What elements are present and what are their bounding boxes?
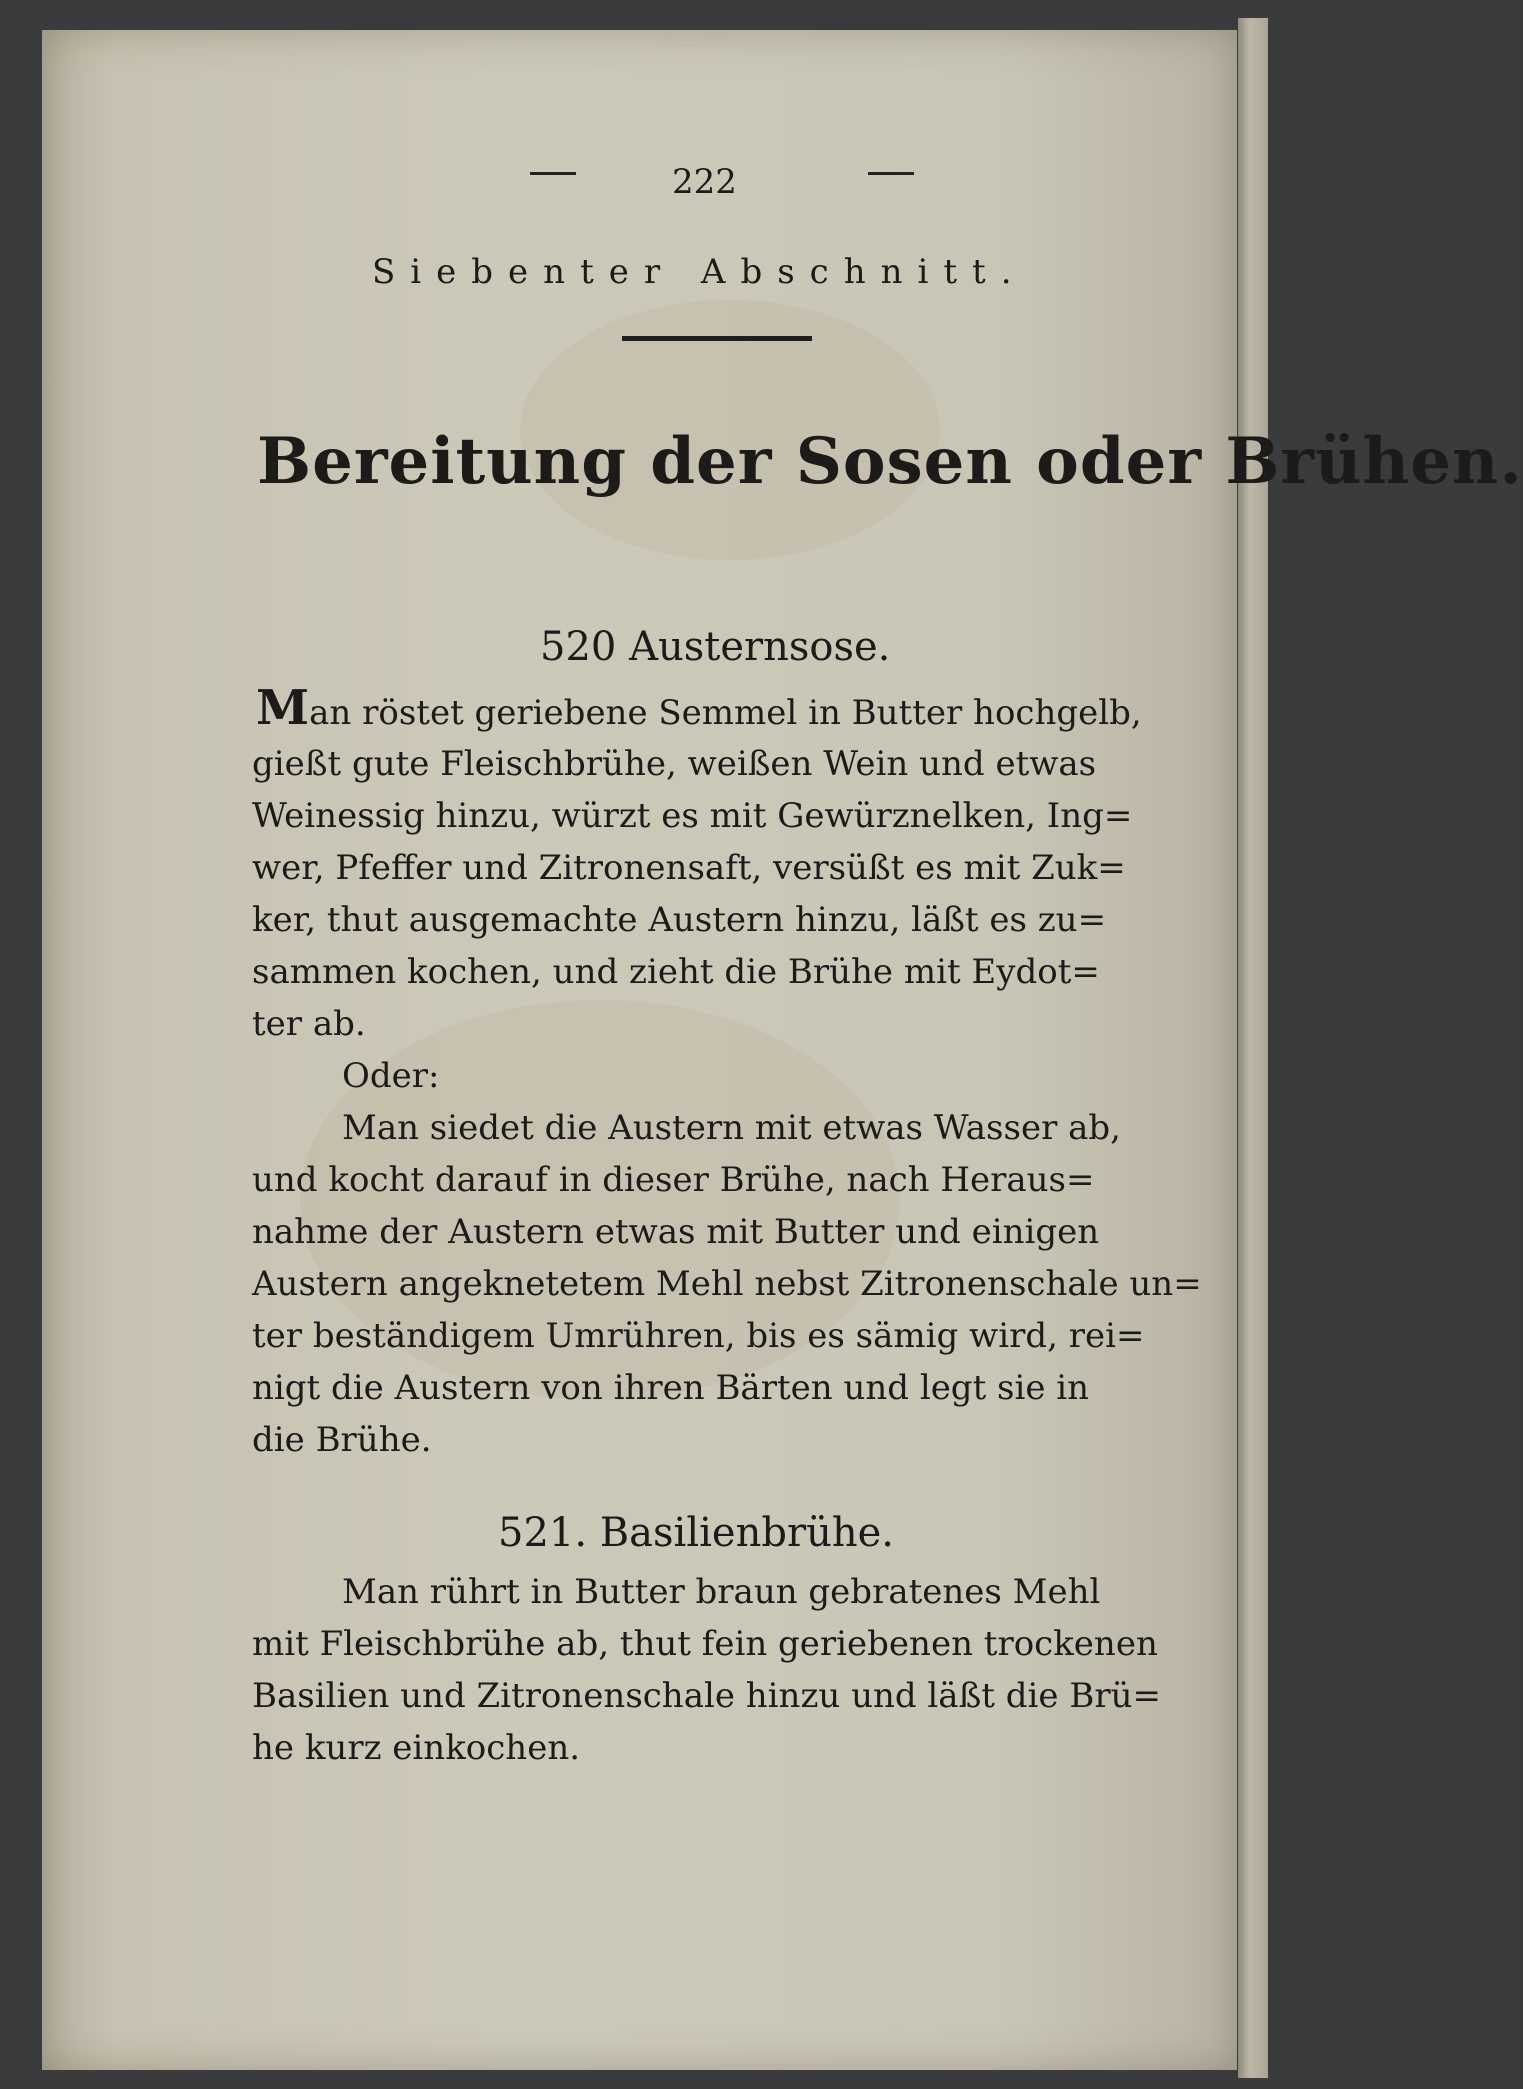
running-head: Siebenter Abschnitt. — [372, 252, 1027, 292]
paragraph-line: Austern angeknetetem Mehl nebst Zitronenschale un= — [252, 1264, 1202, 1304]
paragraph-line — [256, 680, 1142, 736]
paragraph-line: ter ab. — [252, 1004, 366, 1044]
paragraph-line: nahme der Austern etwas mit Butter und einigen — [252, 1212, 1100, 1252]
paragraph-line: Weinessig hinzu, würzt es mit Gewürznelken, Ing= — [252, 796, 1133, 836]
recipe-heading: 521. Basilienbrühe. — [498, 1510, 894, 1556]
recipe-heading: 520 Austernsose. — [540, 624, 891, 670]
paragraph-line: gießt gute Fleischbrühe, weißen Wein und etwas — [252, 744, 1097, 784]
paragraph-line: ker, thut ausgemachte Austern hinzu, läßt es zu= — [252, 900, 1107, 940]
paragraph-line: ter beständigem Umrühren, bis es sämig wird, rei= — [252, 1316, 1145, 1356]
alternative-label: Oder: — [342, 1056, 440, 1096]
header-dash-left — [530, 172, 576, 175]
first-line-text: an röstet geriebene Semmel in Butter hochgelb, — [309, 693, 1142, 733]
paragraph-line: Man rührt in Butter braun gebratenes Mehl — [342, 1572, 1101, 1612]
next-page-edge — [1238, 18, 1268, 2078]
paragraph-line: he kurz einkochen. — [252, 1728, 581, 1768]
header-dash-right — [868, 172, 914, 175]
paragraph-line: wer, Pfeffer und Zitronensaft, versüßt es mit Zuk= — [252, 848, 1126, 888]
section-title: Bereitung der Sosen oder Brühen. — [257, 424, 1523, 499]
paragraph-line: mit Fleischbrühe ab, thut fein geriebenen trockenen — [252, 1624, 1158, 1664]
paragraph-line: sammen kochen, und zieht die Brühe mit Eydot= — [252, 952, 1100, 992]
drop-cap: M — [256, 680, 310, 736]
section-rule — [622, 336, 812, 341]
paragraph-line: nigt die Austern von ihren Bärten und legt sie in — [252, 1368, 1090, 1408]
paragraph-line: die Brühe. — [252, 1420, 432, 1460]
page-number: 222 — [672, 162, 737, 202]
paragraph-line: Man siedet die Austern mit etwas Wasser ab, — [342, 1108, 1121, 1148]
paragraph-line: Basilien und Zitronenschale hinzu und läßt die Brü= — [252, 1676, 1161, 1716]
paragraph-line: und kocht darauf in dieser Brühe, nach Heraus= — [252, 1160, 1095, 1200]
